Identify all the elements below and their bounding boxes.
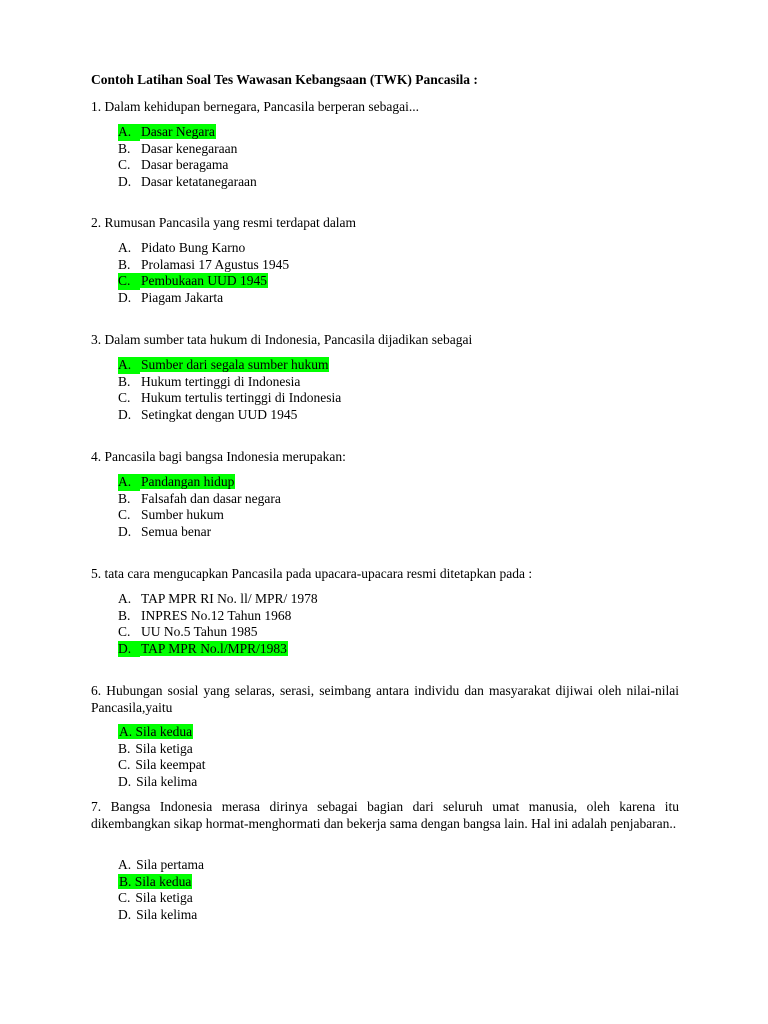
option-label: C.	[118, 890, 131, 905]
option-7c	[118, 890, 205, 907]
option-3d	[118, 407, 342, 424]
option-label: A.	[118, 357, 140, 374]
option-label: D.	[118, 773, 132, 789]
option-1b	[118, 141, 258, 158]
option-text: Hukum tertulis tertinggi di Indonesia	[141, 390, 342, 405]
option-label: D.	[118, 906, 132, 922]
option-label: A.	[118, 591, 132, 606]
option-3b	[118, 374, 342, 391]
options-5	[118, 591, 319, 657]
option-5c	[118, 624, 319, 641]
option-label: D.	[118, 289, 132, 305]
option-text: TAP MPR RI No. ll/ MPR/ 1978	[141, 591, 318, 606]
option-text: Semua benar	[141, 523, 212, 539]
option-6b	[118, 741, 207, 758]
option-label: B.	[118, 256, 131, 272]
option-5d	[118, 641, 319, 658]
option-label: D.	[118, 406, 132, 422]
option-text: Dasar kenegaraan	[141, 140, 238, 156]
option-text: Pembukaan UUD 1945	[141, 273, 267, 288]
option-label: C.	[118, 757, 131, 772]
option-7b	[118, 874, 205, 891]
option-label: C.	[118, 624, 131, 639]
option-text: UU No.5 Tahun 1985	[141, 624, 258, 639]
option-4d	[118, 524, 282, 541]
option-text: Sila ketiga	[135, 740, 193, 756]
option-label: C.	[118, 390, 131, 405]
options-6	[118, 724, 207, 790]
option-6c	[118, 757, 207, 774]
option-text: Hukum tertinggi di Indonesia	[141, 373, 301, 389]
option-text: Piagam Jakarta	[141, 289, 224, 305]
question-5: 5. tata cara mengucapkan Pancasila pada upacara-upacara resmi ditetapkan pada :	[91, 566, 533, 581]
option-3a	[118, 357, 342, 374]
option-1a	[118, 124, 258, 141]
option-label: B.	[118, 607, 131, 623]
option-text: Dasar beragama	[141, 157, 229, 172]
option-text: Sumber hukum	[141, 507, 224, 522]
page-title: Contoh Latihan Soal Tes Wawasan Kebangsaan (TWK) Pancasila :	[91, 72, 478, 87]
option-5b	[118, 608, 319, 625]
option-text: Falsafah dan dasar negara	[141, 490, 281, 506]
options-1	[118, 124, 258, 190]
option-7a	[118, 857, 205, 874]
option-text: Pandangan hidup	[141, 474, 235, 489]
option-text: INPRES No.12 Tahun 1968	[141, 607, 292, 623]
option-7d	[118, 907, 205, 924]
option-2c	[118, 273, 290, 290]
question-4: 4. Pancasila bagi bangsa Indonesia merupakan:	[91, 449, 346, 464]
option-label: C.	[118, 157, 131, 172]
option-label: A.	[118, 474, 140, 491]
option-label: A.	[118, 857, 132, 872]
question-2: 2. Rumusan Pancasila yang resmi terdapat dalam	[91, 215, 357, 230]
option-text: Dasar ketatanegaraan	[141, 173, 257, 189]
question-6: 6. Hubungan sosial yang selaras, serasi, seimbang antara individu dan masyarakat dijiwai oleh nilai-nilai Pancasila,yaitu	[91, 683, 679, 715]
options-2	[118, 240, 290, 306]
option-text: Sila kelima	[136, 773, 198, 789]
option-label: A.	[118, 240, 132, 255]
question-1: 1. Dalam kehidupan bernegara, Pancasila berperan sebagai...	[91, 99, 419, 114]
option-text: Sumber dari segala sumber hukum	[141, 357, 329, 372]
option-2b	[118, 257, 290, 274]
option-label: B.	[118, 140, 131, 156]
option-text: Dasar Negara	[141, 124, 215, 139]
options-3	[118, 357, 342, 423]
option-text: B. Sila kedua	[119, 873, 192, 889]
option-label: B.	[118, 373, 131, 389]
option-4c	[118, 507, 282, 524]
option-text: A. Sila kedua	[119, 724, 193, 739]
option-6d	[118, 774, 207, 791]
option-1c	[118, 157, 258, 174]
option-5a	[118, 591, 319, 608]
option-4a	[118, 474, 282, 491]
option-label: D.	[118, 523, 132, 539]
option-2a	[118, 240, 290, 257]
option-6a	[118, 724, 207, 741]
option-text: Sila ketiga	[135, 890, 193, 905]
option-4b	[118, 491, 282, 508]
option-3c	[118, 390, 342, 407]
option-text: Setingkat dengan UUD 1945	[141, 406, 298, 422]
option-1d	[118, 174, 258, 191]
option-label: B.	[118, 740, 131, 756]
option-label: B.	[118, 490, 131, 506]
option-label: D.	[118, 641, 140, 658]
option-label: C.	[118, 507, 131, 522]
option-label: C.	[118, 273, 140, 290]
question-7: 7. Bangsa Indonesia merasa dirinya sebagai bagian dari seluruh umat manusia, oleh karena itu dikembangkan sikap hormat-menghormati dan bekerja sama dengan bangsa lain. Hal ini adalah penjabaran..	[91, 799, 679, 831]
option-2d	[118, 290, 290, 307]
option-text: Sila pertama	[136, 857, 204, 872]
option-text: TAP MPR No.l/MPR/1983	[141, 640, 287, 656]
question-3: 3. Dalam sumber tata hukum di Indonesia, Pancasila dijadikan sebagai	[91, 332, 473, 347]
option-text: Sila keempat	[135, 757, 206, 772]
option-label: D.	[118, 173, 132, 189]
option-text: Pidato Bung Karno	[141, 240, 246, 255]
option-text: Prolamasi 17 Agustus 1945	[141, 256, 290, 272]
options-7	[118, 857, 205, 923]
options-4	[118, 474, 282, 540]
option-label: A.	[118, 124, 140, 141]
option-text: Sila kelima	[136, 906, 198, 922]
